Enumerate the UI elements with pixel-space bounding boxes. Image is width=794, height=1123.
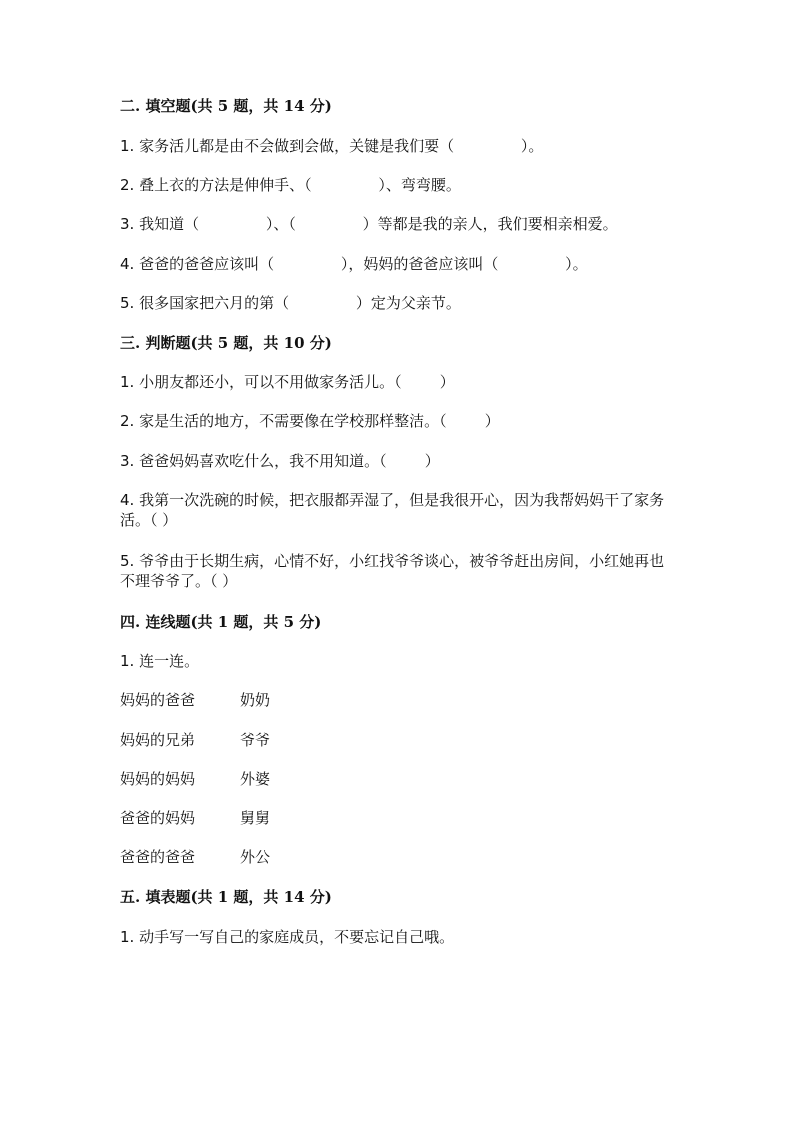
true-false-heading: 三. 判断题(共 5 题，共 10 分) [120, 334, 332, 352]
fill-table-heading: 五. 填表题(共 1 题，共 14 分) [120, 888, 332, 906]
fill-blank-question-3: 3. 我知道（ ）、（ ）等都是我的亲人，我们要相亲相爱。 [120, 215, 618, 233]
matching-question-1: 1. 连一连。 [120, 652, 200, 670]
true-false-question-3: 3. 爸爸妈妈喜欢吃什么，我不用知道。（ ） [120, 452, 440, 470]
fill-table-question-1: 1. 动手写一写自己的家庭成员，不要忘记自己哦。 [120, 928, 455, 946]
matching-right-item: 舅舅 [240, 809, 271, 827]
fill-blank-question-4: 4. 爸爸的爸爸应该叫（ ），妈妈的爸爸应该叫（ ）。 [120, 255, 588, 273]
true-false-question-5: 5. 爷爷由于长期生病，心情不好，小红找爷爷谈心，被爷爷赶出房间，小红她再也不理爷爷了。（ ） [120, 552, 665, 590]
fill-blank-heading: 二. 填空题(共 5 题，共 14 分) [120, 97, 332, 115]
matching-left-item: 妈妈的兄弟 [120, 731, 196, 749]
fill-blank-question-1: 1. 家务活儿都是由不会做到会做，关键是我们要（ ）。 [120, 137, 544, 155]
matching-right-item: 外婆 [240, 770, 271, 788]
fill-blank-question-5: 5. 很多国家把六月的第（ ）定为父亲节。 [120, 294, 461, 312]
matching-right-item: 外公 [240, 848, 271, 866]
true-false-question-4: 4. 我第一次洗碗的时候，把衣服都弄湿了，但是我很开心，因为我帮妈妈干了家务活。（ ） [120, 491, 665, 529]
matching-right-item: 爷爷 [240, 731, 271, 749]
matching-right-item: 奶奶 [240, 691, 271, 709]
true-false-question-2: 2. 家是生活的地方，不需要像在学校那样整洁。（ ） [120, 412, 500, 430]
matching-heading: 四. 连线题(共 1 题，共 5 分) [120, 613, 322, 631]
matching-left-item: 妈妈的爸爸 [120, 691, 196, 709]
fill-blank-question-2: 2. 叠上衣的方法是伸伸手、（ ）、弯弯腰。 [120, 176, 461, 194]
matching-left-item: 爸爸的妈妈 [120, 809, 196, 827]
matching-left-item: 妈妈的妈妈 [120, 770, 196, 788]
matching-left-item: 爸爸的爸爸 [120, 848, 196, 866]
true-false-question-1: 1. 小朋友都还小，可以不用做家务活儿。（ ） [120, 373, 455, 391]
